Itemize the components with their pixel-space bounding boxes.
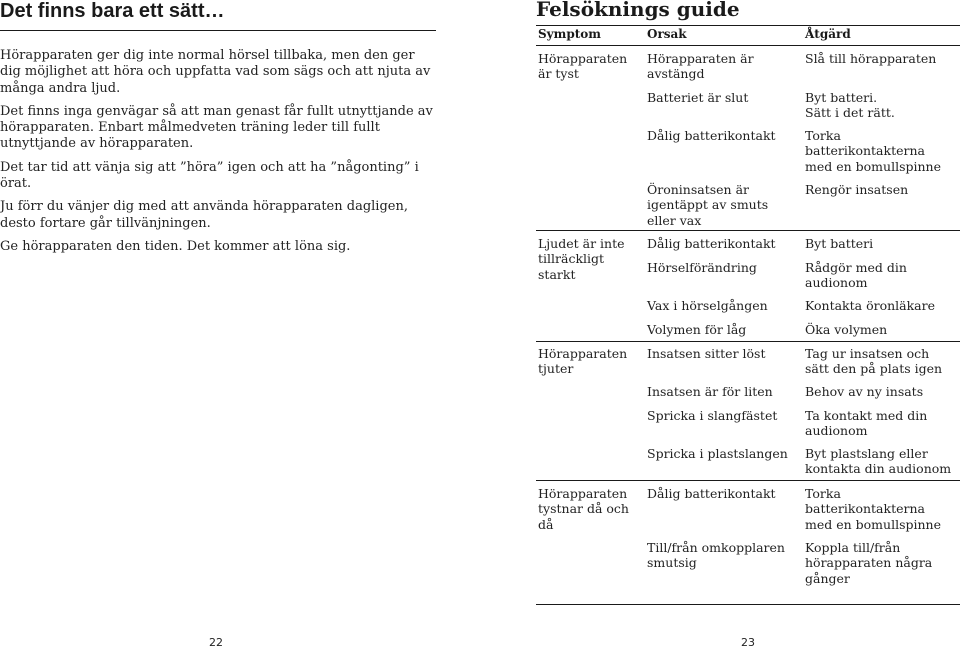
column-header-cause: Orsak	[647, 27, 687, 41]
right-page	[480, 0, 960, 648]
section-divider	[536, 341, 960, 342]
section-divider	[536, 480, 960, 481]
cause-cell: Vax i hörselgången	[647, 298, 768, 313]
action-cell: Torka batterikontakterna med en bomullspinne	[805, 486, 941, 532]
action-cell: Behov av ny insats	[805, 384, 924, 399]
action-cell: Byt batteri. Sätt i det rätt.	[805, 90, 895, 121]
action-cell: Tag ur insatsen och sätt den på plats igen	[805, 346, 943, 377]
column-header-symptom: Symptom	[538, 27, 601, 41]
cause-cell: Spricka i plastslangen	[647, 446, 788, 461]
action-cell: Byt plastslang eller kontakta din audionom	[805, 446, 952, 477]
action-cell: Ta kontakt med din audionom	[805, 408, 928, 439]
table-bottom-rule	[536, 604, 960, 605]
body-text	[0, 48, 438, 262]
paragraph: Hörapparaten ger dig inte normal hörsel tillbaka, men den ger dig möjlighet att höra och uppfatta vad som sägs och att njuta av många andra ljud.	[0, 48, 431, 96]
paragraph: Det tar tid att vänja sig att ”höra” igen och att ha ”någonting” i örat.	[0, 159, 419, 192]
page-number: 22	[209, 636, 223, 649]
cause-cell: Spricka i slangfästet	[647, 408, 778, 423]
paragraph: Ge hörapparaten den tiden. Det kommer att löna sig.	[0, 238, 351, 254]
symptom-cell: Hörapparaten tjuter	[538, 346, 628, 377]
paragraph: Det finns inga genvägar så att man genast får fullt utnyttjande av hörapparaten. Enbart målmedveten träning leder till fullt utnyttjande av hörapparaten.	[0, 103, 433, 152]
cause-cell: Till/från omkopplaren smutsig	[647, 540, 785, 571]
cause-cell: Insatsen sitter löst	[647, 346, 766, 361]
action-cell: Öka volymen	[805, 322, 888, 337]
action-cell: Rådgör med din audionom	[805, 260, 907, 291]
troubleshooting-title: Felsöknings guide	[536, 0, 740, 21]
action-cell: Byt batteri	[805, 236, 874, 251]
symptom-cell: Ljudet är inte tillräckligt starkt	[538, 236, 625, 282]
action-cell: Torka batterikontakterna med en bomullspinne	[805, 128, 941, 174]
cause-cell: Dålig batterikontakt	[647, 486, 776, 501]
symptom-cell: Hörapparaten är tyst	[538, 51, 628, 82]
table-header-rule	[536, 45, 960, 46]
section-divider	[536, 230, 960, 231]
cause-cell: Dålig batterikontakt	[647, 128, 776, 143]
cause-cell: Dålig batterikontakt	[647, 236, 776, 251]
table-top-rule	[536, 25, 960, 26]
cause-cell: Hörselförändring	[647, 260, 757, 275]
cause-cell: Insatsen är för liten	[647, 384, 773, 399]
action-cell: Rengör insatsen	[805, 182, 909, 197]
action-cell: Koppla till/från hörapparaten några gånger	[805, 540, 933, 586]
action-cell: Slå till hörapparaten	[805, 51, 937, 66]
left-page	[0, 0, 480, 648]
page-title: Det finns bara ett sätt…	[0, 0, 225, 22]
symptom-cell: Hörapparaten tystnar då och då	[538, 486, 629, 532]
cause-cell: Öroninsatsen är igentäppt av smuts eller vax	[647, 182, 769, 228]
cause-cell: Hörapparaten är avstängd	[647, 51, 754, 82]
cause-cell: Batteriet är slut	[647, 90, 749, 105]
page-number: 23	[741, 636, 755, 649]
column-header-action: Åtgärd	[805, 27, 851, 41]
title-rule	[0, 30, 436, 31]
paragraph: Ju förr du vänjer dig med att använda hörapparaten dagligen, desto fortare går tillvänjningen.	[0, 199, 408, 231]
cause-cell: Volymen för låg	[647, 322, 747, 337]
action-cell: Kontakta öronläkare	[805, 298, 936, 313]
